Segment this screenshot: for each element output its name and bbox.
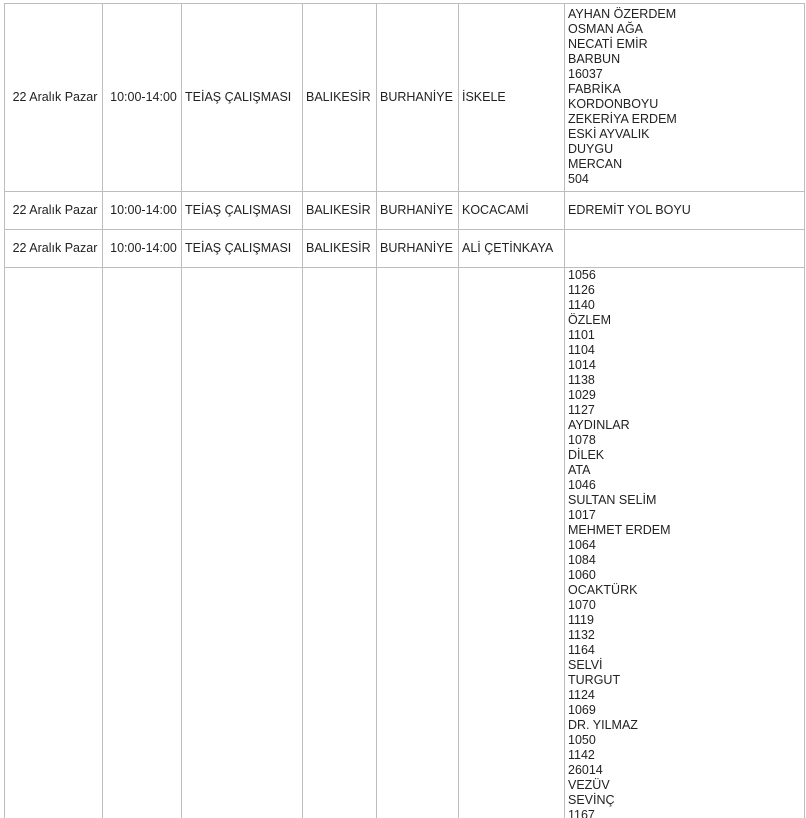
streets-cell xyxy=(565,230,805,268)
date-cell: 22 Aralık Pazar xyxy=(5,192,103,230)
city-cell: BALIKESİR xyxy=(303,230,377,268)
street-name: EDREMİT YOL BOYU xyxy=(568,203,691,217)
table-row xyxy=(5,4,805,192)
district-cell: BURHANİYE xyxy=(377,192,459,230)
neighborhood-cell: İSKELE xyxy=(459,4,565,192)
street-name: 1056 xyxy=(568,268,596,282)
street-list xyxy=(568,7,804,187)
street-name: SELVİ xyxy=(568,658,603,672)
street-name: ÖZLEM xyxy=(568,313,612,327)
street-name: SEVİNÇ xyxy=(568,793,615,807)
street-name: 1070 xyxy=(568,598,596,612)
street-name: 1084 xyxy=(568,553,596,567)
street-name: BARBUN xyxy=(568,52,621,66)
street-name: 1138 xyxy=(568,373,595,387)
time-cell: 10:00-14:00 xyxy=(103,4,182,192)
street-name: 1164 xyxy=(568,643,595,657)
reason-cell: TEİAŞ ÇALIŞMASI xyxy=(182,192,303,230)
street-name: 1124 xyxy=(568,688,595,702)
time-cell xyxy=(103,268,182,818)
street-name: VEZÜV xyxy=(568,778,610,792)
reason-cell: TEİAŞ ÇALIŞMASI xyxy=(182,230,303,268)
date-cell xyxy=(5,268,103,818)
street-name: DUYGU xyxy=(568,142,614,156)
streets-cell xyxy=(565,192,805,230)
street-name: 1014 xyxy=(568,358,596,372)
city-cell xyxy=(303,268,377,818)
street-name: ZEKERİYA ERDEM xyxy=(568,112,677,126)
neighborhood-cell: KOCACAMİ xyxy=(459,192,565,230)
streets-cell xyxy=(565,268,805,818)
table-row xyxy=(5,192,805,230)
street-name: 1132 xyxy=(568,628,595,642)
street-name: 1060 xyxy=(568,568,596,582)
street-name: 1119 xyxy=(568,613,594,627)
street-name: NECATİ EMİR xyxy=(568,37,648,51)
street-name: 1140 xyxy=(568,298,595,312)
street-name: DİLEK xyxy=(568,448,605,462)
street-name: 1050 xyxy=(568,733,596,747)
street-name: TURGUT xyxy=(568,673,621,687)
date-cell: 22 Aralık Pazar xyxy=(5,230,103,268)
street-name: SULTAN SELİM xyxy=(568,493,657,507)
street-name: 26014 xyxy=(568,763,603,777)
table-row xyxy=(5,268,805,818)
street-name: ATA xyxy=(568,463,591,477)
street-name: 1046 xyxy=(568,478,596,492)
city-cell: BALIKESİR xyxy=(303,192,377,230)
street-name: OSMAN AĞA xyxy=(568,22,644,36)
date-cell: 22 Aralık Pazar xyxy=(5,4,103,192)
power-outage-table xyxy=(4,3,805,818)
street-name: KORDONBOYU xyxy=(568,97,659,111)
street-name: 504 xyxy=(568,172,589,186)
time-cell: 10:00-14:00 xyxy=(103,230,182,268)
street-name: 1104 xyxy=(568,343,595,357)
city-cell: BALIKESİR xyxy=(303,4,377,192)
time-cell: 10:00-14:00 xyxy=(103,192,182,230)
street-list xyxy=(568,268,804,818)
street-name: 1101 xyxy=(568,328,595,342)
district-cell: BURHANİYE xyxy=(377,4,459,192)
street-name: MERCAN xyxy=(568,157,623,171)
street-name: 1142 xyxy=(568,748,595,762)
street-name: MEHMET ERDEM xyxy=(568,523,671,537)
street-name: 1078 xyxy=(568,433,596,447)
street-name: 1029 xyxy=(568,388,596,402)
street-name: 1069 xyxy=(568,703,596,717)
street-name: DR. YILMAZ xyxy=(568,718,638,732)
reason-cell xyxy=(182,268,303,818)
street-name: FABRİKA xyxy=(568,82,621,96)
street-name: OCAKTÜRK xyxy=(568,583,638,597)
street-name: 1127 xyxy=(568,403,595,417)
street-name: AYHAN ÖZERDEM xyxy=(568,7,677,21)
table-row xyxy=(5,230,805,268)
street-name: AYDINLAR xyxy=(568,418,630,432)
street-name: 1167 xyxy=(568,808,595,818)
street-list xyxy=(568,203,804,218)
district-cell xyxy=(377,268,459,818)
street-name: ESKİ AYVALIK xyxy=(568,127,650,141)
district-cell: BURHANİYE xyxy=(377,230,459,268)
street-name: 1126 xyxy=(568,283,595,297)
street-name: 1064 xyxy=(568,538,596,552)
street-name: 16037 xyxy=(568,67,603,81)
street-name: 1017 xyxy=(568,508,596,522)
reason-cell: TEİAŞ ÇALIŞMASI xyxy=(182,4,303,192)
neighborhood-cell xyxy=(459,268,565,818)
neighborhood-cell: ALİ ÇETİNKAYA xyxy=(459,230,565,268)
streets-cell xyxy=(565,4,805,192)
